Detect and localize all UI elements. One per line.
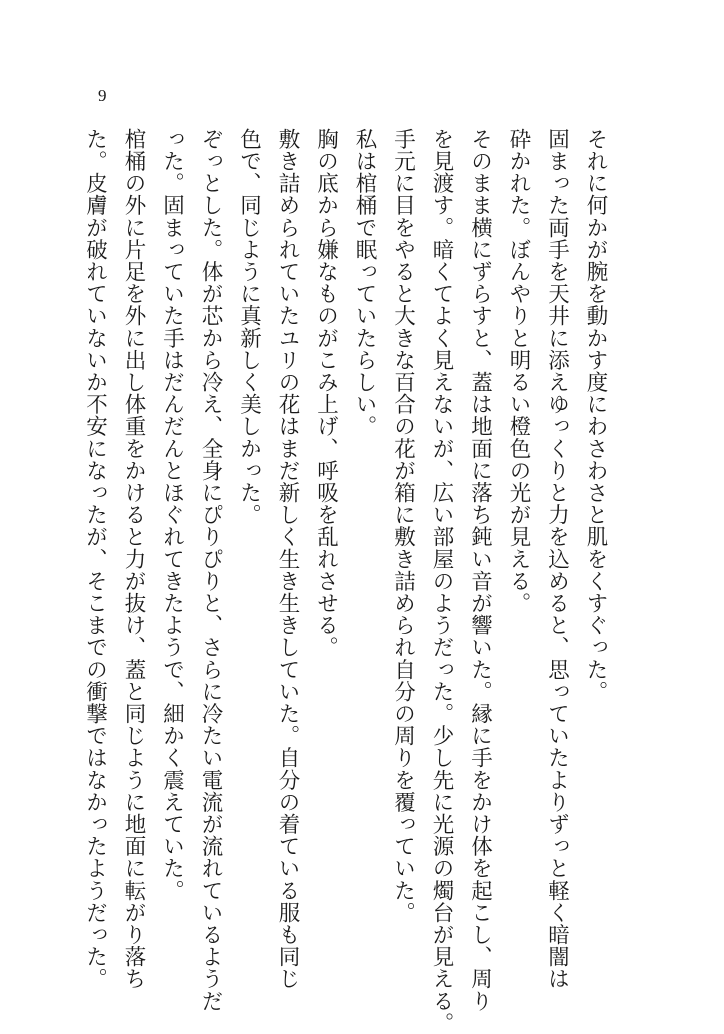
- text-line: そのまま横にずらすと、蓋は地面に落ち鈍い音が響いた。縁に手をかけ体を起こし、周り: [467, 128, 493, 1012]
- text-line: 固まった両手を天井に添えゆっくりと力を込めると、思っていたよりずっと軽く暗闇は: [544, 128, 570, 990]
- text-line: ぞっとした。体が芯から冷え、全身にぴりぴりと、さらに冷たい電流が流れているようだ: [198, 128, 223, 1012]
- text-line: 色で、同じように真新しく美しかった。: [236, 128, 262, 526]
- text-line: 手元に目をやると大きな百合の花が箱に敷き詰められ自分の周りを覆っていた。: [390, 128, 416, 924]
- text-line: を見渡す。暗くてよく見えないが、広い部屋のようだった。少し先に光源の燭台が見える。: [429, 128, 454, 1034]
- text-line: 砕かれた。ぼんやりと明るい橙色の光が見える。: [506, 128, 531, 615]
- text-line: った。固まっていた手はだんだんとほぐれてきたようで、細かく震えていた。: [159, 128, 185, 902]
- text-line: それに何かが腕を動かす度にわさわさと肌をくすぐった。: [583, 128, 608, 703]
- body-text: [75, 128, 614, 1034]
- text-line: 私は棺桶で眠っていたらしい。: [352, 128, 377, 438]
- page-number: 9: [98, 86, 107, 105]
- text-line: 棺桶の外に片足を外に出し体重をかけると力が抜け、蓋と同じように地面に転がり落ち: [121, 128, 146, 990]
- text-line: 敷き詰められていたユリの花はまだ新しく生き生きしていた。自分の着ている服も同じ: [275, 128, 300, 990]
- text-line: た。皮膚が破れていないか不安になったが、そこまでの衝撃ではなかったようだった。: [82, 128, 108, 990]
- text-line: 胸の底から嫌なものがこみ上げ、呼吸を乱れさせる。: [313, 128, 339, 659]
